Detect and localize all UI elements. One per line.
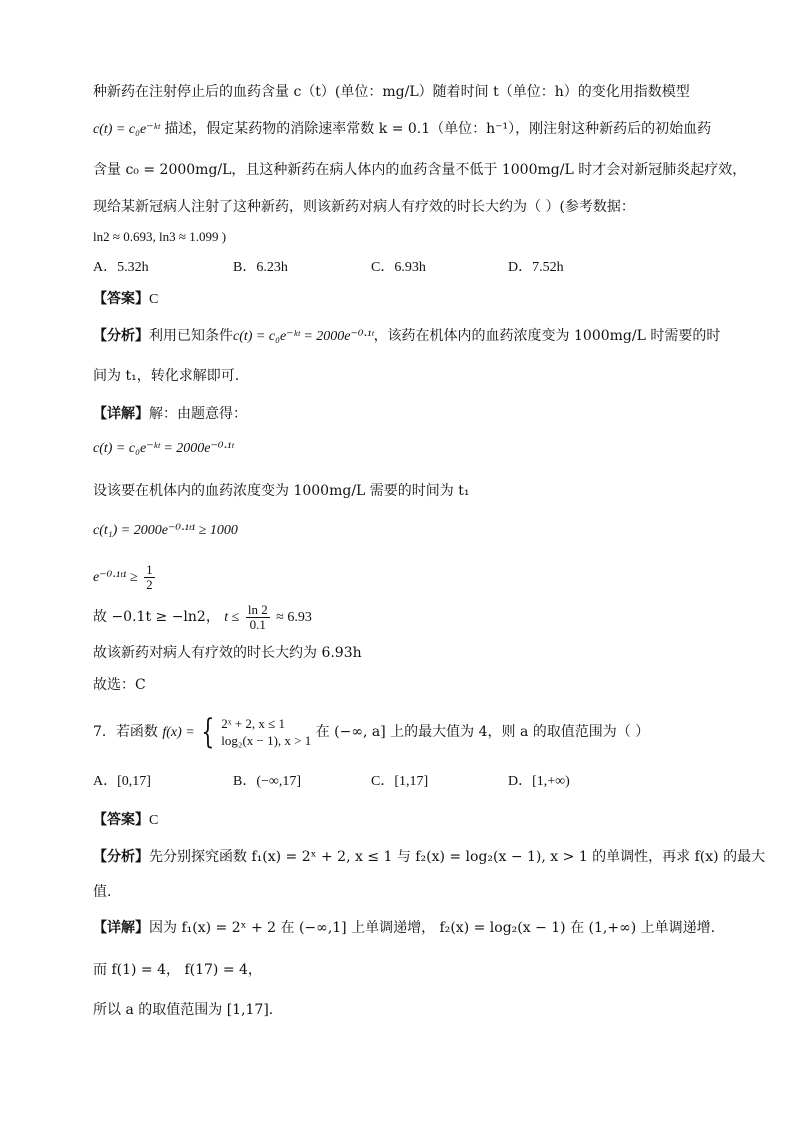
q7-option-c: C．[1,17] [371,774,429,789]
q7-detail-line-2: 而 f(1) = 4， f(17) = 4， [93,962,262,978]
answer-tag: 【答案】 [93,812,149,828]
q6-stem-line-3: 含量 c₀ = 2000mg/L，且这种新药在病人体内的血药含量不低于 1000mg/L 时才会对新冠肺炎起疗效， [93,162,747,178]
q7-analysis-line-1 [93,847,765,867]
q7-number: 7．若函数 [93,724,158,740]
q6-eq-3 [93,560,157,595]
q6-set-line: 设该要在机体内的血药浓度变为 1000mg/L 需要的时间为 t₁ [93,483,470,499]
q6-option-c: C．6.93h [371,260,426,275]
q6-option-b: B．6.23h [233,260,288,275]
case-2: log₂(x − 1), x > 1 [221,733,312,748]
q7-analysis-line-2: 值. [93,884,112,900]
case-1: 2ˣ + 2, x ≤ 1 [221,716,286,731]
eq4-a: 故 −0.1t ≥ −ln2， [93,609,220,625]
detail-tag: 【详解】 [93,920,149,936]
q7-stem-text: 在 (−∞, a] 上的最大值为 4，则 a 的取值范围为（ ） [315,724,650,740]
q7-stem [93,712,649,753]
eq3-left: e⁻⁰·¹ᵗ¹ ≥ [93,570,138,585]
analysis-text-2: ，该药在机体内的血药浓度变为 1000mg/L 时需要的时 [373,328,721,344]
q6-reference-data: ln2 ≈ 0.693, ln3 ≈ 1.099 ) [93,229,227,244]
analysis-tag: 【分析】 [93,849,149,865]
fraction-one-half [144,563,155,592]
q6-stem-line-2 [93,119,711,140]
q7-options [93,772,733,792]
q7-detail-line-3: 所以 a 的取值范围为 [1,17]. [93,1002,274,1018]
q7-detail-line-1 [93,918,715,938]
analysis-text: 先分别探究函数 f₁(x) = 2ˣ + 2, x ≤ 1 与 f₂(x) = log₂(x − 1), x > 1 的单调性，再求 f(x) 的最大 [149,849,766,865]
q7-answer [93,810,158,831]
q7-option-a: A．[0,17] [93,774,151,789]
eq4-c: ≈ 6.93 [276,610,312,625]
exp-model-formula: c(t) = c₀e⁻ᵏᵗ [93,122,160,137]
frac-num: ln 2 [247,601,268,617]
analysis-tag: 【分析】 [93,328,149,344]
q6-options [93,258,733,278]
answer-value: C [149,813,159,828]
q6-conclusion: 故该新药对病人有疗效的时长大约为 6.93h [93,645,362,661]
q6-stem-line-2-text: 描述，假定某药物的消除速率常数 k = 0.1（单位：h⁻¹），刚注射这种新药后的初始血药 [164,121,712,137]
detail-tag: 【详解】 [93,406,149,422]
q7-option-b: B．(−∞,17] [233,774,302,789]
q6-stem-line-4: 现给某新冠病人注射了这种新药，则该新药对病人有疗效的时长大约为（ ）(参考数据： [93,199,635,215]
q6-analysis-line-2: 间为 t₁，转化求解即可. [93,368,240,384]
frac-den: 0.1 [249,616,266,632]
q6-answer [93,289,158,310]
q7-option-d: D．[1,+∞) [508,774,570,789]
q6-eq-2: c(t₁) = 2000e⁻⁰·¹ᵗ¹ ≥ 1000 [93,523,238,538]
eq4-b: t ≤ [224,610,240,625]
q6-choice: 故选：C [93,677,146,693]
q6-analysis-line-1 [93,326,720,347]
answer-tag: 【答案】 [93,291,149,307]
analysis-text: 利用已知条件 [149,328,233,344]
analysis-formula: c(t) = c₀e⁻ᵏᵗ = 2000e⁻⁰·¹ᵗ [233,329,374,344]
left-brace: { [201,712,215,752]
piecewise-cases [221,715,311,749]
detail-text: 因为 f₁(x) = 2ˣ + 2 在 (−∞,1] 上单调递增， f₂(x) = log₂(x − 1) 在 (1,+∞) 上单调递增. [149,920,716,936]
frac-num: 1 [146,561,153,577]
frac-den: 2 [146,576,153,592]
q6-stem-line-1: 种新药在注射停止后的血药含量 c（t）(单位：mg/L）随着时间 t（单位：h）的变化用指数模型 [93,84,690,100]
q6-eq-4 [93,600,312,635]
q7-function-name: f(x) = [162,725,195,740]
q6-option-d: D．7.52h [508,260,564,275]
q6-option-a: A．5.32h [93,260,149,275]
answer-value: C [149,292,159,307]
q6-eq-1: c(t) = c₀e⁻ᵏᵗ = 2000e⁻⁰·¹ᵗ [93,441,234,456]
fraction-ln2-over-0-1 [246,603,270,632]
q6-detail-intro [93,404,247,424]
detail-intro-text: 解：由题意得： [149,406,247,422]
